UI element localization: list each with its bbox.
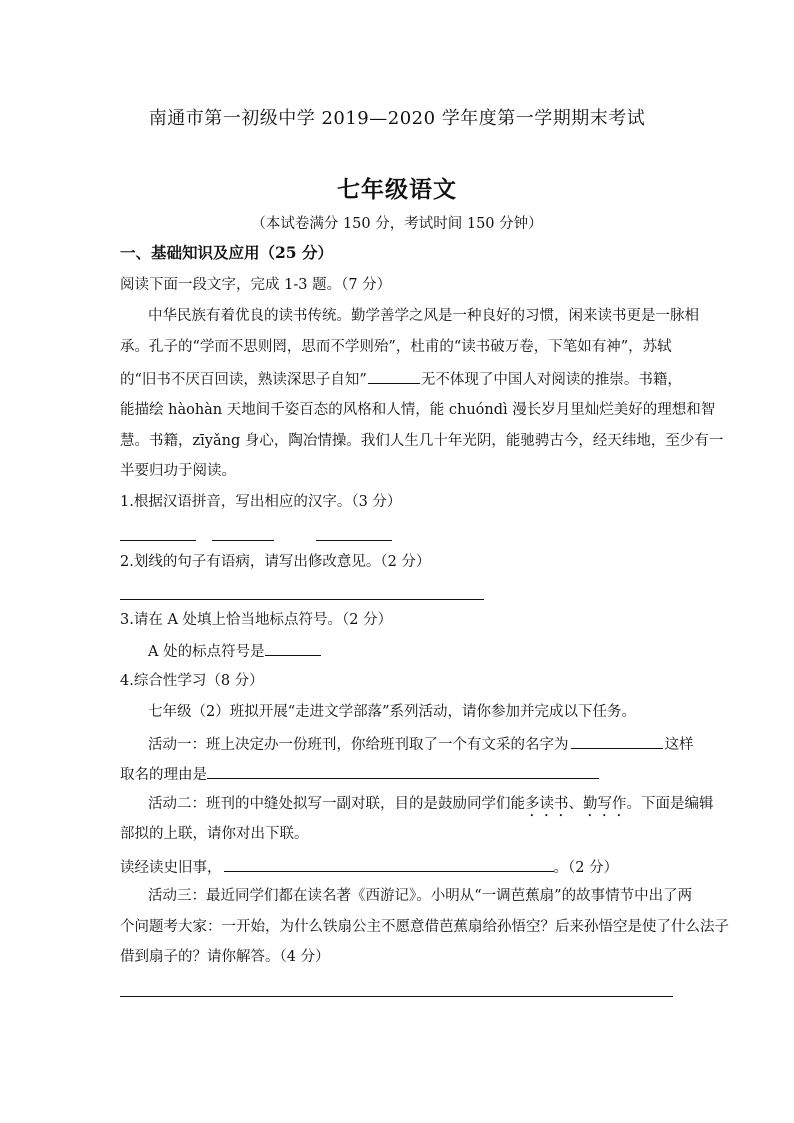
passage-line-3-start: 的“旧书不厌百回读，熟读深思子自知” — [120, 372, 367, 388]
answer-line-1b[interactable] — [212, 540, 274, 541]
answer-line-1a[interactable] — [120, 540, 196, 541]
question-4: 4.综合性学习（8 分） — [120, 673, 264, 689]
activity-3-line-2: 个问题考大家：一开始，为什么铁扇公主不愿意借芭蕉扇给孙悟空？后来孙悟空是使了什么法子 — [120, 919, 729, 935]
couplet-first-line: 读经读史旧事， — [120, 860, 222, 876]
answer-line-2[interactable] — [120, 599, 484, 600]
school-exam-title: 南通市第一初级中学 2019—2020 学年度第一学期期末考试 — [148, 108, 646, 129]
question-3-answer — [148, 640, 321, 662]
passage-line-5: 慧。书籍，zīyǎng 身心，陶冶情操。我们人生几十年光阴，能驰骋古今，经天纬地，至少有一 — [120, 433, 724, 449]
question-2: 2.划线的句子有语病，请写出修改意见。（2 分） — [120, 554, 431, 570]
activity-1-text: 活动一：班上决定办一份班刊，你给班刊取了一个有文采的名字为 — [148, 737, 569, 753]
answer-blank-name[interactable] — [571, 733, 663, 749]
activity-2-sep: 、 — [568, 796, 583, 812]
exam-info: （本试卷满分 150 分，考试时间 150 分钟） — [251, 216, 543, 232]
activity-1-tail: 这样 — [664, 737, 694, 753]
activity-2 — [148, 794, 714, 820]
activity-2-text: 活动二：班刊的中缝处拟写一副对联，目的是鼓励同学们能 — [148, 796, 525, 812]
passage-line-2: 承。孔子的“学而不思则罔，思而不学则殆”，杜甫的“读书破万卷，下笔如有神”，苏轼 — [120, 339, 672, 355]
answer-blank-3[interactable] — [265, 640, 321, 656]
passage-line-3-end: 无不体现了中国人对阅读的推崇。书籍， — [420, 372, 682, 388]
activity-3: 活动三：最近同学们都在读名著《西游记》。小明从“一调芭蕉扇”的故事情节中出了两 — [148, 888, 693, 904]
answer-line-activity-3[interactable] — [120, 996, 673, 997]
section-heading: 一、基础知识及应用（25 分） — [120, 243, 333, 262]
reading-instructions: 阅读下面一段文字，完成 1-3 题。（7 分） — [120, 277, 392, 293]
activity-3-line-3: 借到扇子的？请你解答。（4 分） — [120, 949, 330, 965]
question-1: 1.根据汉语拼音，写出相应的汉字。（3 分） — [120, 494, 402, 510]
answer-line-1c[interactable] — [316, 540, 392, 541]
couplet-score: 。（2 分） — [553, 860, 619, 876]
emphasis-write: 勤写作 — [583, 796, 627, 812]
passage-line-6: 半要归功于阅读。 — [120, 463, 236, 479]
subject-title: 七年级语文 — [337, 176, 457, 203]
activity-1-reason — [120, 763, 599, 785]
answer-blank-reason[interactable] — [207, 763, 599, 779]
passage-line-3 — [120, 368, 682, 390]
passage-line-1: 中华民族有着优良的读书传统。勤学善学之风是一种良好的习惯，闲来读书更是一脉相 — [148, 308, 699, 324]
passage-line-4: 能描绘 hàohàn 天地间千姿百态的风格和人情，能 chuóndì 漫长岁月里灿烂美好的理想和智 — [120, 402, 716, 418]
activity-1-reason-label: 取名的理由是 — [120, 767, 207, 783]
couplet-line — [120, 856, 618, 878]
question-4-intro: 七年级（2）班拟开展“走进文学部落”系列活动，请你参加并完成以下任务。 — [148, 704, 637, 720]
activity-1 — [148, 733, 694, 755]
answer-blank-couplet[interactable] — [224, 856, 554, 872]
question-3-answer-label: A 处的标点符号是 — [148, 644, 265, 660]
blank-a[interactable] — [368, 368, 420, 384]
activity-2-line-2: 部拟的上联，请你对出下联。 — [120, 826, 309, 842]
activity-2-tail: 。下面是编辑 — [626, 796, 714, 812]
question-3: 3.请在 A 处填上恰当地标点符号。（2 分） — [120, 612, 393, 628]
emphasis-read: 多读书 — [525, 796, 569, 812]
